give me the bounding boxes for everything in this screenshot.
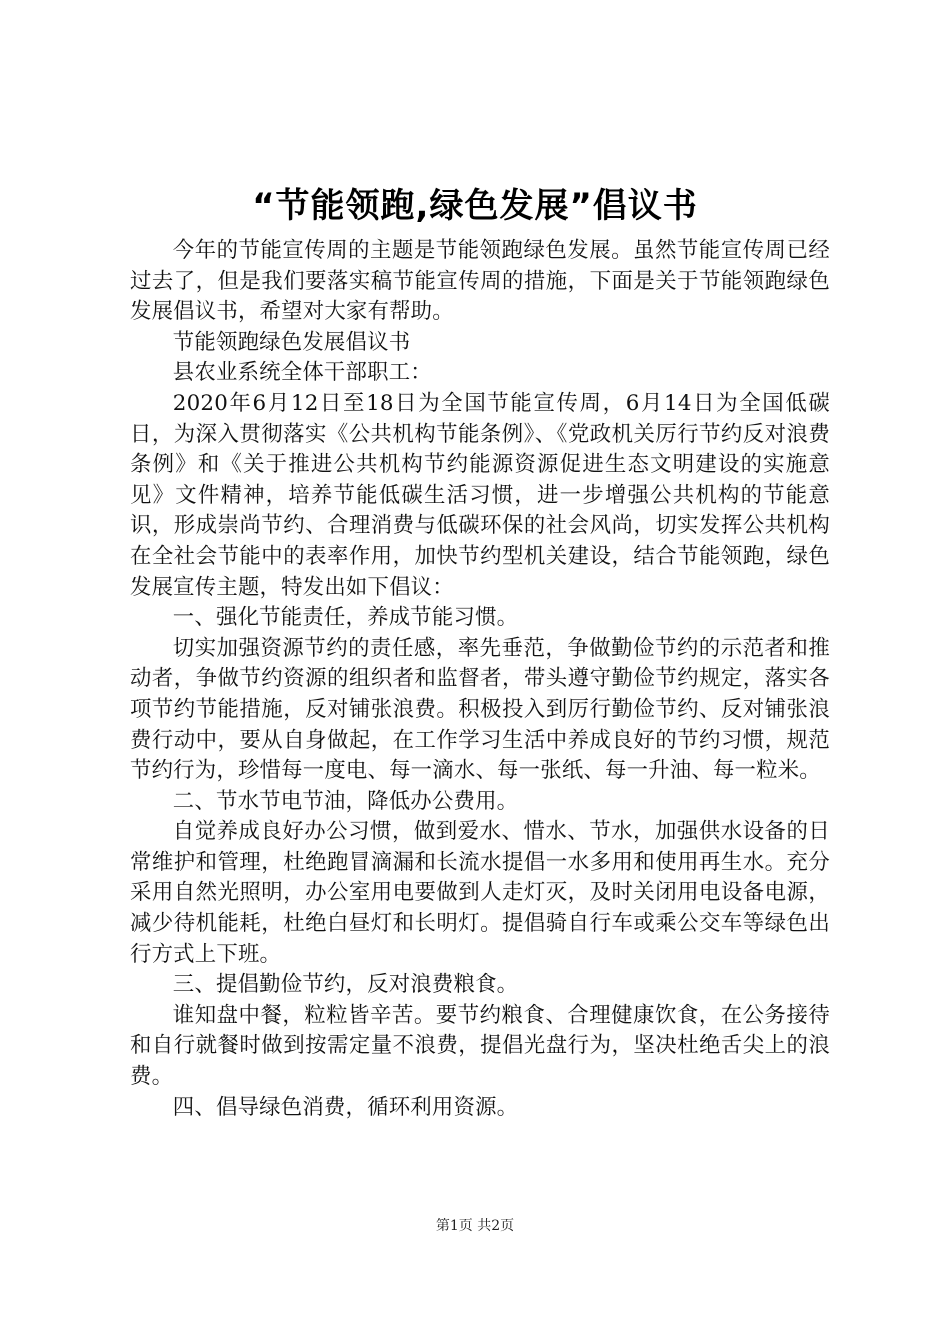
document-body bbox=[130, 236, 830, 1123]
page-title: “节能领跑,绿色发展”倡议书 bbox=[252, 186, 698, 226]
paragraph-salutation: 县农业系统全体干部职工： bbox=[172, 360, 432, 386]
paragraph-subtitle: 节能领跑绿色发展倡议书 bbox=[172, 329, 411, 355]
section-heading-4: 四、倡导绿色消费，循环利用资源。 bbox=[172, 1094, 519, 1120]
page-number-footer: 第1页 共2页 bbox=[435, 1218, 515, 1234]
section-heading-1: 一、强化节能责任，养成节能习惯。 bbox=[172, 605, 519, 631]
section-heading-2: 二、节水节电节油，降低办公费用。 bbox=[172, 788, 519, 814]
paragraph-background: 2020年6月12日至18日为全国节能宣传周，6月14日为全国低碳日，为深入贯彻落实《公共机构节能条例》、《党政机关厉行节约反对浪费条例》和《关于推进公共机构节约能源资源促进生态文明建设的实施意见》文件精神，培养节能低碳生活习惯，进一步增强公共机构的节能意识，形成崇尚节约、合理消费与低碳环保的社会风尚，切实发挥公共机构在全社会节能中的表率作用，加快节约型机关建设，结合节能领跑，绿色发展宣传主题，特发出如下倡议： bbox=[130, 390, 830, 600]
section-body-1: 切实加强资源节约的责任感，率先垂范，争做勤俭节约的示范者和推动者，争做节约资源的组织者和监督者，带头遵守勤俭节约规定，落实各项节约节能措施，反对铺张浪费。积极投入到厉行勤俭节约、反对铺张浪费行动中，要从自身做起，在工作学习生活中养成良好的节约习惯，规范节约行为，珍惜每一度电、每一滴水、每一张纸、每一升油、每一粒米。 bbox=[130, 635, 830, 784]
paragraph-intro: 今年的节能宣传周的主题是节能领跑绿色发展。虽然节能宣传周已经过去了，但是我们要落实稿节能宣传周的措施，下面是关于节能领跑绿色发展倡议书，希望对大家有帮助。 bbox=[130, 238, 830, 325]
section-heading-3: 三、提倡勤俭节约，反对浪费粮食。 bbox=[172, 972, 519, 998]
section-body-3: 谁知盘中餐，粒粒皆辛苦。要节约粮食、合理健康饮食，在公务接待和自行就餐时做到按需定量不浪费，提倡光盘行为，坚决杜绝舌尖上的浪费。 bbox=[130, 1002, 830, 1090]
section-body-2: 自觉养成良好办公习惯，做到爱水、惜水、节水，加强供水设备的日常维护和管理，杜绝跑冒滴漏和长流水提倡一水多用和使用再生水。充分采用自然光照明，办公室用电要做到人走灯灭，及时关闭用电设备电源，减少待机能耗，杜绝白昼灯和长明灯。提倡骑自行车或乘公交车等绿色出行方式上下班。 bbox=[130, 819, 830, 967]
